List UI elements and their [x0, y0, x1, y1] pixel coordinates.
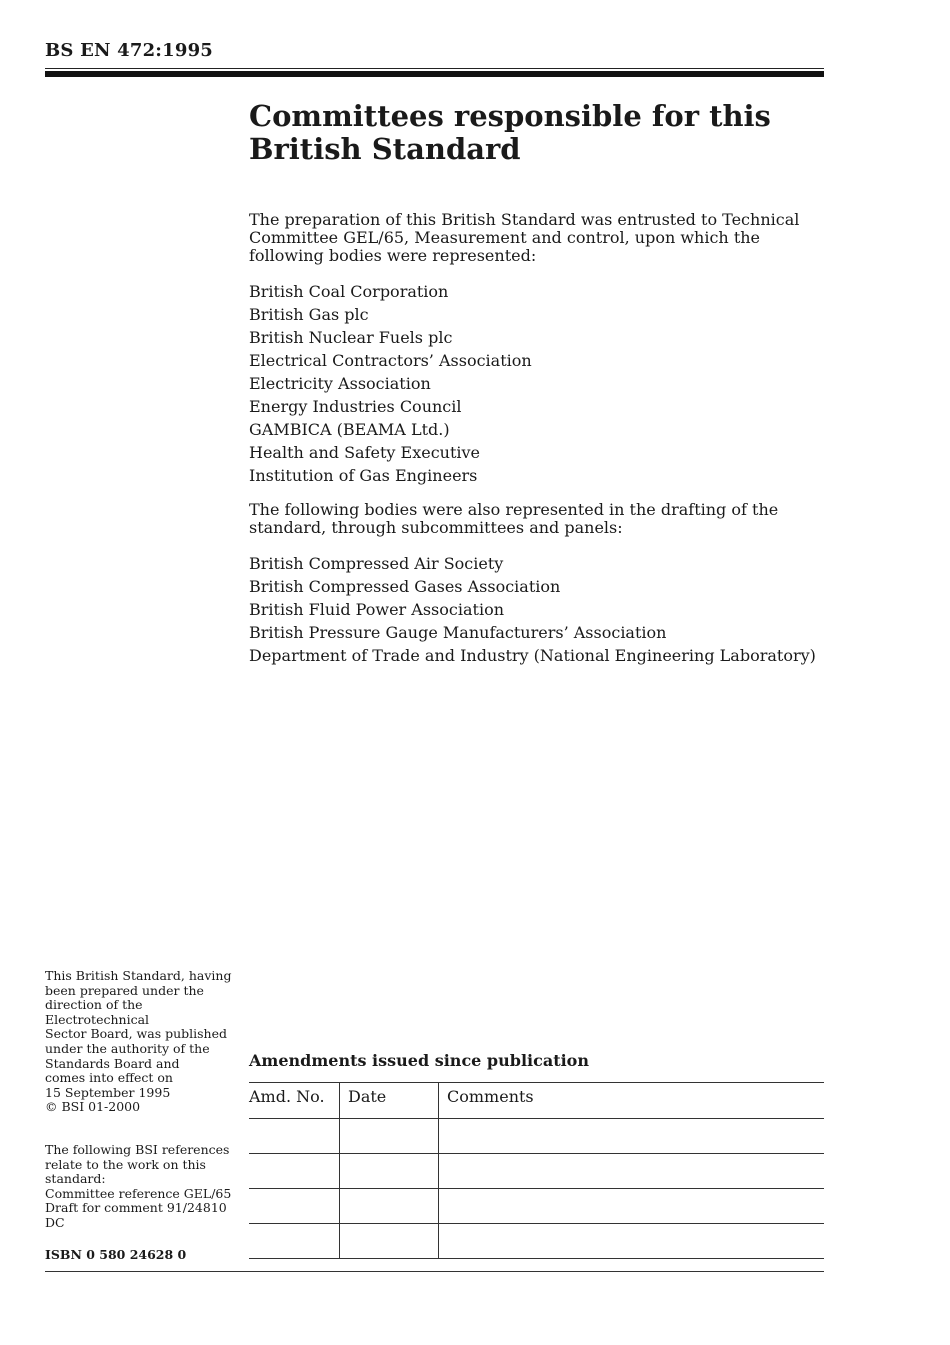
title-line-2: British Standard [249, 132, 521, 166]
footer-rule [45, 1271, 824, 1272]
bsi-references [45, 1143, 245, 1231]
list-item: Electricity Association [249, 374, 431, 393]
table-cell [249, 1154, 340, 1189]
list-item: Institution of Gas Engineers [249, 466, 478, 485]
bsi-references-line: Committee reference GEL/65 [45, 1185, 232, 1201]
amendments-heading: Amendments issued since publication [249, 1051, 589, 1070]
table-cell [249, 1189, 340, 1224]
title-line-1: Committees responsible for this [249, 99, 771, 133]
table-row [249, 1189, 824, 1224]
table-row [249, 1224, 824, 1259]
column-header-amd-no: Amd. No. [249, 1083, 340, 1119]
publication-note-line: been prepared under the [45, 982, 204, 998]
bsi-references-line: relate to the work on this [45, 1156, 206, 1172]
list-item: Health and Safety Executive [249, 443, 481, 462]
list-item: GAMBICA (BEAMA Ltd.) [249, 420, 450, 439]
table-cell [340, 1189, 439, 1224]
publication-note-line: Standards Board and [45, 1055, 180, 1071]
table-header-row [249, 1083, 824, 1119]
table-cell [439, 1189, 825, 1224]
list-item: British Compressed Gases Association [249, 577, 561, 596]
header-rule-thin [45, 68, 824, 69]
bsi-references-line: Draft for comment 91/24810 DC [45, 1200, 227, 1230]
list-item: British Pressure Gauge Manufacturers’ Association [249, 623, 667, 642]
publication-note-line: comes into effect on [45, 1070, 173, 1086]
publication-note-line: This British Standard, having [45, 968, 232, 983]
table-row [249, 1154, 824, 1189]
list-item: British Nuclear Fuels plc [249, 328, 453, 347]
table-row [249, 1119, 824, 1154]
isbn: ISBN 0 580 24628 0 [45, 1247, 187, 1262]
table-cell [340, 1154, 439, 1189]
column-header-date: Date [340, 1083, 439, 1119]
publication-note-line: Sector Board, was published [45, 1026, 228, 1042]
table-cell [249, 1224, 340, 1259]
table-cell [340, 1119, 439, 1154]
list-item: Energy Industries Council [249, 397, 462, 416]
column-header-comments: Comments [439, 1083, 825, 1119]
represented-bodies-list [249, 280, 532, 487]
copyright-notice: © BSI 01-2000 [45, 1099, 141, 1114]
list-item: British Coal Corporation [249, 282, 449, 301]
header-rule-thick [45, 71, 824, 77]
publication-note-line: direction of the Electrotechnical [45, 997, 150, 1027]
intro-paragraph: The preparation of this British Standard was entrusted to Technical Committee GEL/65, Measurement and control, upon which the following bodies were represented: [249, 210, 800, 265]
publication-note [45, 969, 245, 1100]
bsi-references-line: The following BSI references [45, 1142, 230, 1157]
table-cell [340, 1224, 439, 1259]
table-cell [249, 1119, 340, 1154]
publication-note-line: 15 September 1995 [45, 1084, 171, 1100]
list-item: Department of Trade and Industry (National Engineering Laboratory) [249, 646, 816, 665]
bsi-references-line: standard: [45, 1171, 106, 1187]
subcommittee-bodies-list [249, 552, 816, 667]
table-cell [439, 1119, 825, 1154]
page-title [249, 100, 809, 166]
amendments-table [249, 1082, 824, 1259]
table-cell [439, 1154, 825, 1189]
document-id: BS EN 472:1995 [45, 40, 214, 61]
list-item: British Fluid Power Association [249, 600, 504, 619]
also-represented-paragraph: The following bodies were also represented in the drafting of the standard, through subcommittees and panels: [249, 500, 779, 537]
list-item: British Gas plc [249, 305, 369, 324]
list-item: Electrical Contractors’ Association [249, 351, 532, 370]
table-cell [439, 1224, 825, 1259]
list-item: British Compressed Air Society [249, 554, 504, 573]
publication-note-line: under the authority of the [45, 1040, 210, 1056]
